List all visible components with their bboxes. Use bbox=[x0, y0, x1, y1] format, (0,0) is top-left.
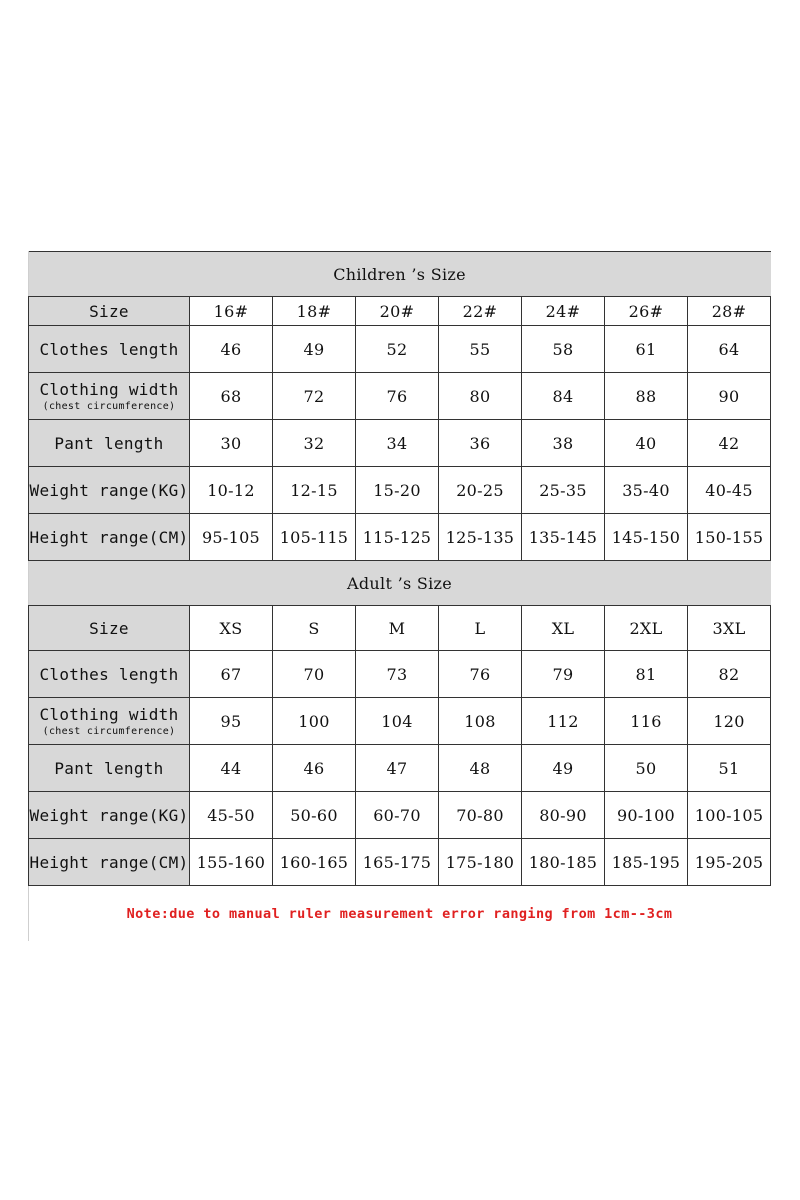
children-header-row bbox=[29, 297, 771, 326]
table-cell: 49 bbox=[522, 745, 605, 792]
table-cell: 40 bbox=[605, 420, 688, 467]
row-label bbox=[29, 373, 190, 420]
table-cell: 165-175 bbox=[356, 839, 439, 886]
table-cell: 64 bbox=[688, 326, 771, 373]
row-label-text: Clothing width bbox=[39, 705, 179, 724]
table-cell: 20-25 bbox=[439, 467, 522, 514]
table-cell: 45-50 bbox=[190, 792, 273, 839]
table-cell: 80-90 bbox=[522, 792, 605, 839]
row-label bbox=[29, 651, 190, 698]
table-cell: 55 bbox=[439, 326, 522, 373]
table-cell: 12-15 bbox=[273, 467, 356, 514]
size-header-cell: 26# bbox=[605, 297, 688, 326]
measurement-note: Note:due to manual ruler measurement error ranging from 1cm--3cm bbox=[126, 906, 673, 922]
row-label bbox=[29, 745, 190, 792]
table-cell: 76 bbox=[439, 651, 522, 698]
row-label bbox=[29, 326, 190, 373]
table-cell: 145-150 bbox=[605, 514, 688, 561]
table-cell: 180-185 bbox=[522, 839, 605, 886]
table-cell: 81 bbox=[605, 651, 688, 698]
row-label-text: Clothing width bbox=[39, 380, 179, 399]
table-cell: 70 bbox=[273, 651, 356, 698]
table-cell: 90-100 bbox=[605, 792, 688, 839]
row-label-text: Pant length bbox=[54, 433, 164, 453]
table-cell: 30 bbox=[190, 420, 273, 467]
size-header-cell: 28# bbox=[688, 297, 771, 326]
table-cell: 42 bbox=[688, 420, 771, 467]
table-cell: 49 bbox=[273, 326, 356, 373]
table-cell: 32 bbox=[273, 420, 356, 467]
table-cell: 15-20 bbox=[356, 467, 439, 514]
table-cell: 104 bbox=[356, 698, 439, 745]
size-header-cell: M bbox=[356, 606, 439, 651]
table-cell: 116 bbox=[605, 698, 688, 745]
size-header-label: Size bbox=[29, 297, 190, 326]
size-header-cell: 18# bbox=[273, 297, 356, 326]
table-cell: 50 bbox=[605, 745, 688, 792]
table-row bbox=[29, 792, 771, 839]
table-cell: 135-145 bbox=[522, 514, 605, 561]
table-cell: 35-40 bbox=[605, 467, 688, 514]
row-label-subtext: (chest circumference) bbox=[42, 401, 176, 412]
size-header-label: Size bbox=[29, 606, 190, 651]
table-cell: 105-115 bbox=[273, 514, 356, 561]
table-cell: 70-80 bbox=[439, 792, 522, 839]
row-label bbox=[29, 420, 190, 467]
table-cell: 84 bbox=[522, 373, 605, 420]
table-cell: 115-125 bbox=[356, 514, 439, 561]
table-cell: 80 bbox=[439, 373, 522, 420]
table-cell: 185-195 bbox=[605, 839, 688, 886]
table-row bbox=[29, 698, 771, 745]
size-table-body bbox=[29, 252, 771, 886]
size-header-cell: 24# bbox=[522, 297, 605, 326]
table-row bbox=[29, 467, 771, 514]
adult-header-row bbox=[29, 606, 771, 651]
row-label bbox=[29, 467, 190, 514]
table-cell: 195-205 bbox=[688, 839, 771, 886]
row-label-text: Clothes length bbox=[39, 664, 179, 684]
table-cell: 51 bbox=[688, 745, 771, 792]
row-label bbox=[29, 698, 190, 745]
table-cell: 95-105 bbox=[190, 514, 273, 561]
table-cell: 150-155 bbox=[688, 514, 771, 561]
table-cell: 10-12 bbox=[190, 467, 273, 514]
size-header-cell: 22# bbox=[439, 297, 522, 326]
row-label-text: Weight range(KG) bbox=[29, 480, 189, 500]
row-label bbox=[29, 792, 190, 839]
table-cell: 160-165 bbox=[273, 839, 356, 886]
row-label-subtext: (chest circumference) bbox=[42, 726, 176, 737]
table-cell: 38 bbox=[522, 420, 605, 467]
table-cell: 58 bbox=[522, 326, 605, 373]
size-header-cell: 20# bbox=[356, 297, 439, 326]
table-row bbox=[29, 373, 771, 420]
table-cell: 73 bbox=[356, 651, 439, 698]
table-cell: 175-180 bbox=[439, 839, 522, 886]
table-cell: 120 bbox=[688, 698, 771, 745]
table-cell: 88 bbox=[605, 373, 688, 420]
table-row bbox=[29, 326, 771, 373]
table-cell: 52 bbox=[356, 326, 439, 373]
table-cell: 155-160 bbox=[190, 839, 273, 886]
table-cell: 68 bbox=[190, 373, 273, 420]
row-label-text: Clothes length bbox=[39, 339, 179, 359]
row-label bbox=[29, 839, 190, 886]
size-header-cell: S bbox=[273, 606, 356, 651]
table-cell: 46 bbox=[273, 745, 356, 792]
size-header-cell: L bbox=[439, 606, 522, 651]
table-cell: 48 bbox=[439, 745, 522, 792]
table-row bbox=[29, 745, 771, 792]
row-label-text: Height range(CM) bbox=[29, 852, 189, 872]
row-label-text: Pant length bbox=[54, 758, 164, 778]
table-row bbox=[29, 839, 771, 886]
table-cell: 79 bbox=[522, 651, 605, 698]
size-header-cell: XS bbox=[190, 606, 273, 651]
size-chart bbox=[28, 251, 771, 886]
table-cell: 61 bbox=[605, 326, 688, 373]
row-label-text: Height range(CM) bbox=[29, 527, 189, 547]
row-label bbox=[29, 514, 190, 561]
size-header-cell: XL bbox=[522, 606, 605, 651]
table-cell: 108 bbox=[439, 698, 522, 745]
table-cell: 46 bbox=[190, 326, 273, 373]
table-cell: 72 bbox=[273, 373, 356, 420]
table-cell: 44 bbox=[190, 745, 273, 792]
size-header-cell: 3XL bbox=[688, 606, 771, 651]
table-cell: 76 bbox=[356, 373, 439, 420]
size-table bbox=[28, 251, 771, 886]
table-cell: 50-60 bbox=[273, 792, 356, 839]
table-row bbox=[29, 651, 771, 698]
size-header-cell: 16# bbox=[190, 297, 273, 326]
adult-title-row bbox=[29, 561, 771, 606]
table-row bbox=[29, 420, 771, 467]
size-header-cell: 2XL bbox=[605, 606, 688, 651]
children-section-title: Children ’s Size bbox=[29, 252, 771, 297]
table-cell: 47 bbox=[356, 745, 439, 792]
table-cell: 40-45 bbox=[688, 467, 771, 514]
table-cell: 100 bbox=[273, 698, 356, 745]
children-title-row bbox=[29, 252, 771, 297]
table-cell: 34 bbox=[356, 420, 439, 467]
table-cell: 90 bbox=[688, 373, 771, 420]
table-cell: 125-135 bbox=[439, 514, 522, 561]
adult-section-title: Adult ’s Size bbox=[29, 561, 771, 606]
table-cell: 82 bbox=[688, 651, 771, 698]
table-cell: 95 bbox=[190, 698, 273, 745]
table-cell: 100-105 bbox=[688, 792, 771, 839]
row-label-text: Weight range(KG) bbox=[29, 805, 189, 825]
table-row bbox=[29, 514, 771, 561]
table-cell: 112 bbox=[522, 698, 605, 745]
table-cell: 25-35 bbox=[522, 467, 605, 514]
table-cell: 67 bbox=[190, 651, 273, 698]
table-cell: 60-70 bbox=[356, 792, 439, 839]
table-cell: 36 bbox=[439, 420, 522, 467]
